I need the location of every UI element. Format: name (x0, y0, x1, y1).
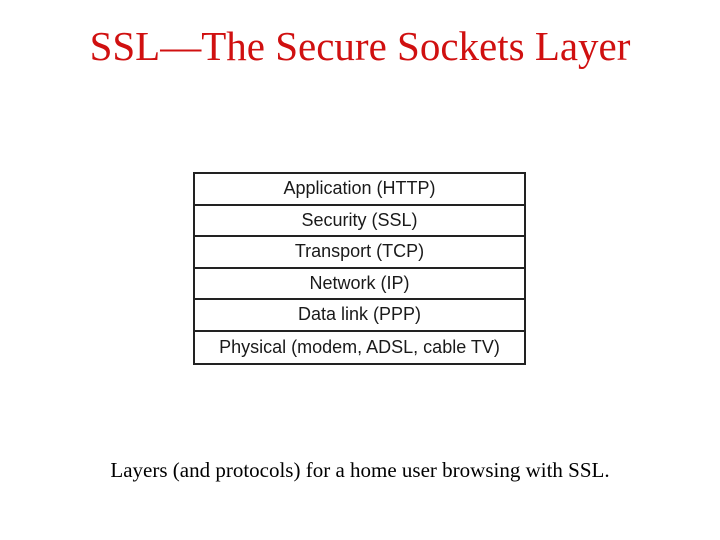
layer-physical: Physical (modem, ADSL, cable TV) (219, 336, 500, 357)
layer-transport: Transport (TCP) (195, 237, 524, 269)
layer-network: Network (IP) (195, 269, 524, 301)
slide-title: SSL—The Secure Sockets Layer (89, 23, 631, 69)
layer-security: Security (SSL) (195, 206, 524, 238)
layer-data-link: Data link (PPP) (195, 300, 524, 332)
layer-application: Application (HTTP) (195, 174, 524, 206)
protocol-stack-diagram (193, 172, 526, 365)
figure-caption: Layers (and protocols) for a home user browsing with SSL. (110, 458, 610, 482)
